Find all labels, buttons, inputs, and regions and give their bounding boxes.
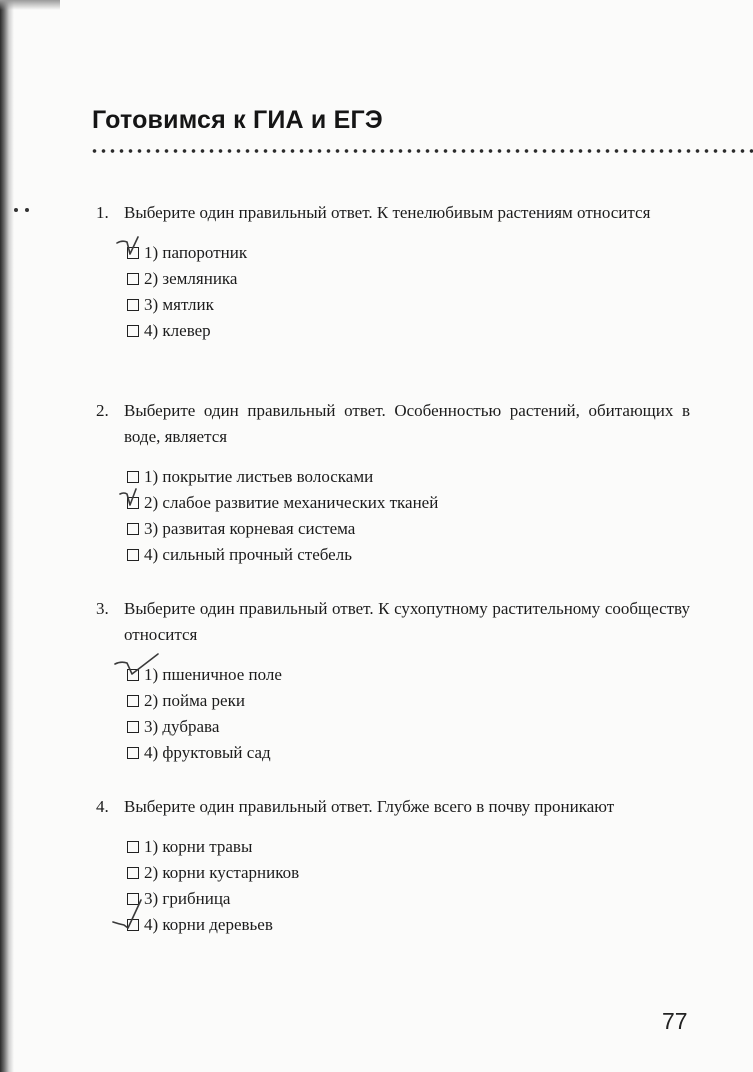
- dotted-divider: [90, 148, 753, 154]
- option-label: 2) слабое развитие механических тканей: [144, 493, 439, 512]
- option-label: 2) пойма реки: [144, 691, 245, 710]
- scan-corner-shadow: [0, 0, 60, 10]
- page-number: 77: [662, 1008, 688, 1034]
- checkbox[interactable]: [127, 721, 139, 733]
- option-label: 2) земляника: [144, 269, 238, 288]
- answer-option[interactable]: [127, 886, 690, 912]
- answer-option[interactable]: [127, 740, 690, 766]
- option-label: 1) корни травы: [144, 837, 253, 856]
- question-prompt: Выберите один правильный ответ. Особенностью растений, обитающих в воде, является: [124, 401, 690, 446]
- question-1: [96, 200, 690, 344]
- checkbox[interactable]: [127, 919, 139, 931]
- answer-option[interactable]: [127, 516, 690, 542]
- margin-mark: [25, 208, 29, 212]
- answer-options: [96, 464, 690, 568]
- answer-option[interactable]: [127, 490, 690, 516]
- question-number: 1.: [96, 203, 109, 222]
- checkbox[interactable]: [127, 695, 139, 707]
- question-text: [96, 794, 690, 820]
- answer-option[interactable]: [127, 834, 690, 860]
- answer-option[interactable]: [127, 292, 690, 318]
- question-number: 3.: [96, 599, 109, 618]
- question-number: 4.: [96, 797, 109, 816]
- question-prompt: Выберите один правильный ответ. Глубже всего в почву проникают: [124, 797, 615, 816]
- margin-mark: [14, 208, 18, 212]
- question-4: [96, 794, 690, 938]
- option-label: 1) покрытие листьев волосками: [144, 467, 374, 486]
- checkbox[interactable]: [127, 523, 139, 535]
- question-3: [96, 596, 690, 766]
- checkbox[interactable]: [127, 325, 139, 337]
- option-label: 1) пшеничное поле: [144, 665, 282, 684]
- question-prompt: Выберите один правильный ответ. К сухопутному растительному сообществу относится: [124, 599, 690, 644]
- checkbox[interactable]: [127, 471, 139, 483]
- question-text: [96, 596, 690, 648]
- question-text: [96, 398, 690, 450]
- checkbox[interactable]: [127, 747, 139, 759]
- checkbox[interactable]: [127, 299, 139, 311]
- answer-option[interactable]: [127, 688, 690, 714]
- option-label: 1) папоротник: [144, 243, 248, 262]
- option-label: 3) мятлик: [144, 295, 214, 314]
- answer-option[interactable]: [127, 542, 690, 568]
- checkbox[interactable]: [127, 893, 139, 905]
- option-label: 3) дубрава: [144, 717, 220, 736]
- scan-page-edge: [0, 0, 14, 1072]
- option-label: 3) развитая корневая система: [144, 519, 356, 538]
- question-text: [96, 200, 690, 226]
- answer-option[interactable]: [127, 266, 690, 292]
- checkbox[interactable]: [127, 549, 139, 561]
- answer-option[interactable]: [127, 240, 690, 266]
- question-prompt: Выберите один правильный ответ. К тенелюбивым растениям относится: [124, 203, 651, 222]
- checkbox[interactable]: [127, 273, 139, 285]
- answer-options: [96, 240, 690, 344]
- answer-option[interactable]: [127, 714, 690, 740]
- question-number: 2.: [96, 401, 109, 420]
- checkbox[interactable]: [127, 867, 139, 879]
- answer-option[interactable]: [127, 464, 690, 490]
- answer-option[interactable]: [127, 860, 690, 886]
- option-label: 4) корни деревьев: [144, 915, 273, 934]
- checkbox[interactable]: [127, 497, 139, 509]
- option-label: 3) грибница: [144, 889, 231, 908]
- answer-options: [96, 834, 690, 938]
- answer-option[interactable]: [127, 662, 690, 688]
- answer-options: [96, 662, 690, 766]
- question-2: [96, 398, 690, 568]
- option-label: 4) фруктовый сад: [144, 743, 271, 762]
- checkbox[interactable]: [127, 841, 139, 853]
- option-label: 4) клевер: [144, 321, 211, 340]
- option-label: 4) сильный прочный стебель: [144, 545, 352, 564]
- answer-option[interactable]: [127, 912, 690, 938]
- section-heading: Готовимся к ГИА и ЕГЭ: [92, 106, 383, 134]
- option-label: 2) корни кустарников: [144, 863, 300, 882]
- answer-option[interactable]: [127, 318, 690, 344]
- checkbox[interactable]: [127, 669, 139, 681]
- checkbox[interactable]: [127, 247, 139, 259]
